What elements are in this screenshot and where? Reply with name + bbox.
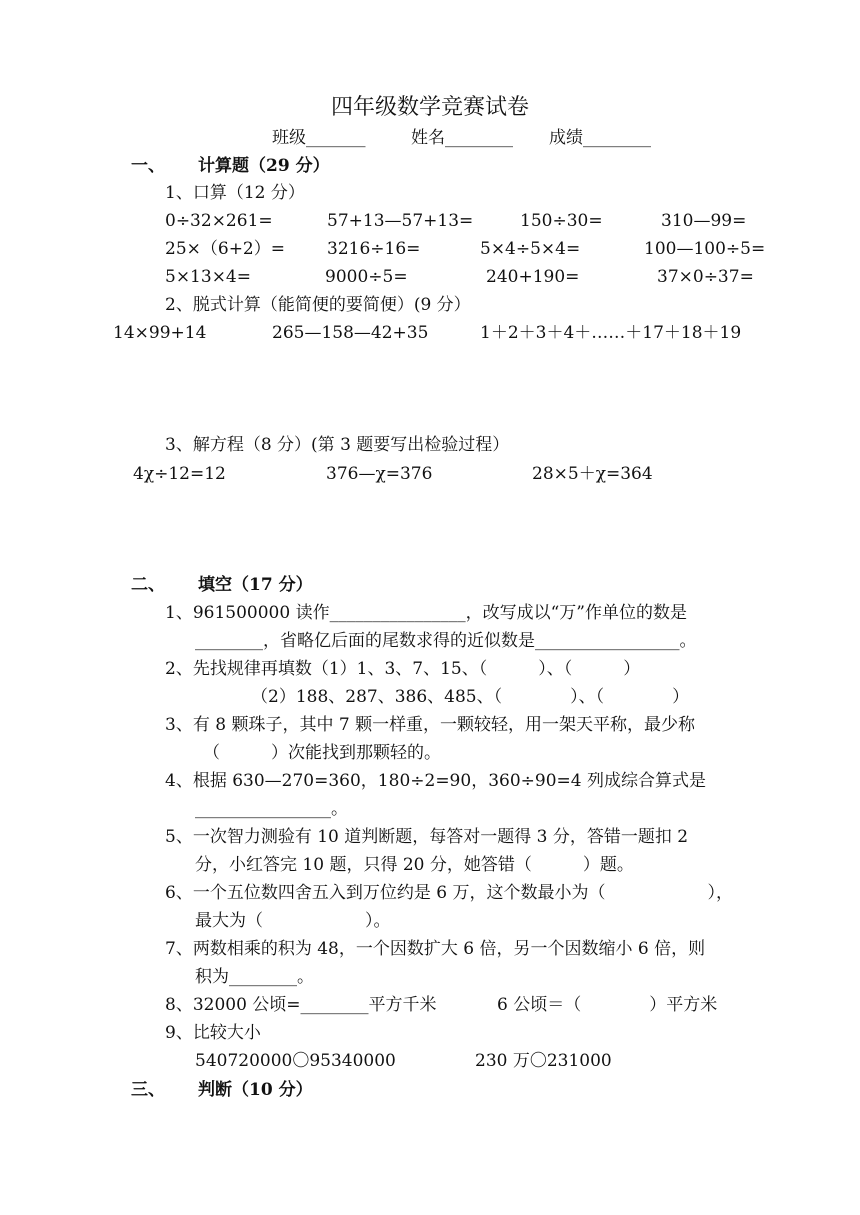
equation-item: 376—χ=376 [326, 464, 433, 484]
section1-title: 计算题（29 分） [198, 156, 330, 176]
fill-line: 分，小红答完 10 题，只得 20 分，她答错（ ）题。 [195, 855, 634, 875]
equation-item: 4χ÷12=12 [133, 464, 226, 484]
section3-title: 判断（10 分） [198, 1080, 313, 1100]
fill-line: 积为________。 [195, 967, 314, 987]
fill-line: 3、有 8 颗珠子，其中 7 颗一样重，一颗较轻，用一架天平称，最少称 [165, 715, 696, 735]
fill-line: 230 万〇231000 [475, 1051, 612, 1071]
fill-line: 最大为（ ）。 [195, 911, 391, 931]
section2-title: 填空（17 分） [198, 575, 313, 595]
mental-math-item: 100—100÷5= [644, 239, 766, 259]
fill-line: 1、961500000 读作________________，改写成以“万”作单位的数是 [165, 603, 687, 623]
step-calc-item: 265—158—42+35 [272, 323, 429, 343]
section1-number: 一、 [131, 156, 165, 176]
name-field: 姓名________ [411, 128, 513, 148]
fill-line: 6、一个五位数四舍五入到万位约是 6 万，这个数最小为（ ）， [165, 883, 733, 903]
mental-math-item: 5×4÷5×4= [480, 239, 581, 259]
fill-line: （ ）次能找到那颗轻的。 [203, 743, 441, 763]
fill-line: ________，省略亿后面的尾数求得的近似数是_________________。 [195, 631, 697, 651]
mental-math-item: 37×0÷37= [657, 267, 754, 287]
mental-math-item: 57+13—57+13= [327, 211, 474, 231]
fill-line: 5、一次智力测验有 10 道判断题，每答对一题得 3 分，答错一题扣 2 [165, 827, 689, 847]
mental-math-item: 9000÷5= [325, 267, 408, 287]
step-calc-item: 14×99+14 [113, 323, 207, 343]
equation-item: 28×5＋χ=364 [532, 464, 653, 484]
page-title: 四年级数学竞赛试卷 [330, 95, 529, 120]
fill-line: ________________。 [195, 799, 348, 819]
mental-math-item: 25×（6+2）= [165, 239, 285, 259]
q1-label: 1、口算（12 分） [165, 183, 305, 203]
section2-number: 二、 [131, 575, 165, 595]
fill-line: 2、先找规律再填数（1）1、3、7、15、（ ）、（ ） [165, 659, 641, 679]
mental-math-item: 150÷30= [520, 211, 603, 231]
mental-math-item: 3216÷16= [327, 239, 421, 259]
step-calc-item: 1＋2＋3＋4＋……＋17＋18＋19 [480, 323, 742, 343]
q2-label: 2、脱式计算（能简便的要简便）(9 分） [165, 295, 471, 315]
fill-line: 7、两数相乘的积为 48，一个因数扩大 6 倍，另一个因数缩小 6 倍，则 [165, 939, 706, 959]
mental-math-item: 310—99= [661, 211, 747, 231]
score-field: 成绩________ [549, 128, 651, 148]
mental-math-item: 0÷32×261= [165, 211, 273, 231]
mental-math-item: 5×13×4= [165, 267, 251, 287]
fill-line: 4、根据 630—270=360，180÷2=90，360÷90=4 列成综合算式是 [165, 771, 706, 791]
fill-line: （2）188、287、386、485、（ ）、（ ） [251, 687, 690, 707]
fill-line: 540720000〇95340000 [195, 1051, 396, 1071]
class-field: 班级_______ [272, 128, 366, 148]
fill-line: 9、比较大小 [165, 1023, 261, 1043]
q3-label: 3、解方程（8 分）(第 3 题要写出检验过程） [165, 435, 510, 455]
mental-math-item: 240+190= [486, 267, 580, 287]
fill-line: 8、32000 公顷=________平方千米 [165, 995, 437, 1015]
fill-line: 6 公顷＝（ ）平方米 [497, 995, 718, 1015]
section3-number: 三、 [131, 1080, 165, 1100]
